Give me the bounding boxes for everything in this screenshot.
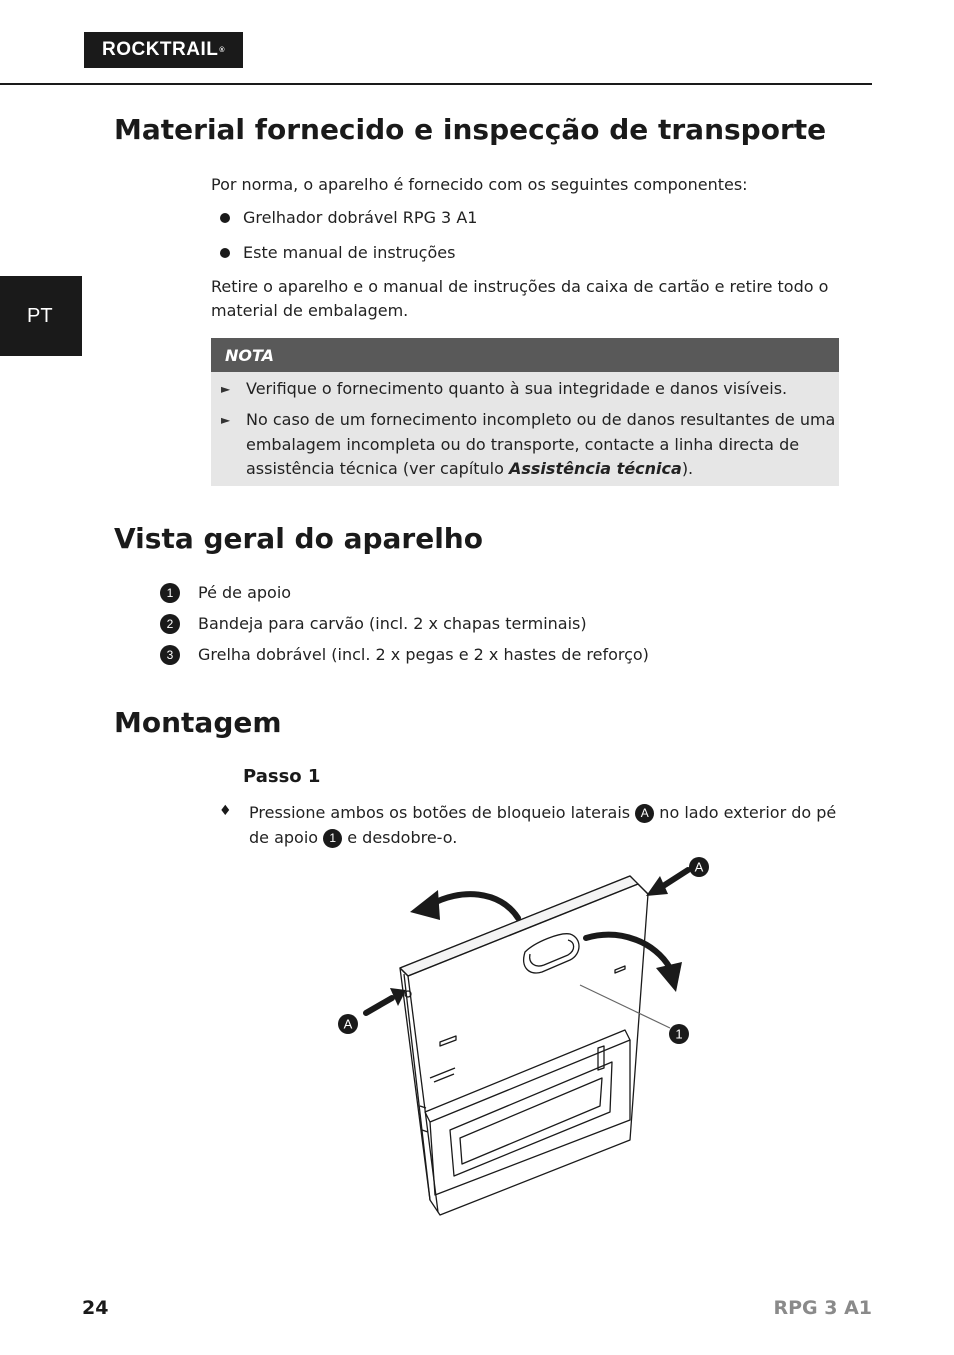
arrow-right-icon: ► xyxy=(221,382,231,396)
component-item: Este manual de instruções xyxy=(243,243,456,262)
model-name: RPG 3 A1 xyxy=(773,1297,872,1319)
note-heading xyxy=(211,338,839,372)
section1-paragraph-line1: Retire o aparelho e o manual de instruções da caixa de cartão e retire todo o xyxy=(211,277,829,296)
language-tab xyxy=(0,276,82,356)
note-item-2-line1: No caso de um fornecimento incompleto ou de danos resultantes de uma xyxy=(246,410,836,429)
diamond-bullet-icon: ♦ xyxy=(219,803,232,819)
step-text: de apoio xyxy=(249,828,324,847)
callout-label-1: 1 xyxy=(675,1026,683,1042)
bullet-icon xyxy=(220,213,230,223)
section1-paragraph-line2: material de embalagem. xyxy=(211,301,409,320)
component-item: Grelhador dobrável RPG 3 A1 xyxy=(243,208,478,227)
arrow-right-icon: ► xyxy=(221,413,231,427)
brand-name: ROCKTRAIL xyxy=(101,39,219,60)
section-title-assembly: Montagem xyxy=(114,706,282,739)
note-item-2-line2: embalagem incompleta ou do transporte, contacte a linha directa de xyxy=(246,435,800,454)
part-label: Bandeja para carvão (incl. 2 x chapas terminais) xyxy=(198,614,587,633)
callout-label-a: A xyxy=(343,1016,353,1032)
note-item-2-line3-text: assistência técnica (ver capítulo xyxy=(246,459,509,478)
chapter-reference: Assistência técnica xyxy=(509,459,682,478)
section-title-overview: Vista geral do aparelho xyxy=(114,522,483,555)
page-number: 24 xyxy=(82,1297,109,1319)
bullet-icon xyxy=(220,248,230,258)
callout-label-a: A xyxy=(694,859,704,875)
step-title: Passo 1 xyxy=(243,766,321,787)
ref-badge-a: A xyxy=(635,804,654,823)
note-item-2-line3-end: ). xyxy=(681,459,694,478)
part-label: Pé de apoio xyxy=(198,583,292,602)
part-label: Grelha dobrável (incl. 2 x pegas e 2 x hastes de reforço) xyxy=(198,645,649,664)
step-instruction-line2 xyxy=(249,826,457,850)
language-tab-label: PT xyxy=(27,304,53,327)
step-text: no lado exterior do pé xyxy=(654,803,837,822)
part-number-badge: 1 xyxy=(160,583,180,603)
section-title-material: Material fornecido e inspecção de transporte xyxy=(114,113,827,146)
step-text: Pressione ambos os botões de bloqueio laterais xyxy=(249,803,636,822)
brand-logo xyxy=(84,32,243,68)
part-number-badge: 2 xyxy=(160,614,180,634)
support-leg-illustration xyxy=(330,850,730,1225)
brand-registered-mark: ® xyxy=(219,46,226,54)
header-rule xyxy=(0,83,872,85)
note-item-1: Verifique o fornecimento quanto à sua integridade e danos visíveis. xyxy=(246,379,788,398)
step-instruction-line1 xyxy=(249,801,836,825)
note-heading-label: NOTA xyxy=(225,345,275,365)
ref-badge-1: 1 xyxy=(323,829,342,848)
note-item-2-line3 xyxy=(246,457,693,481)
section1-intro: Por norma, o aparelho é fornecido com os seguintes componentes: xyxy=(211,175,748,194)
part-number-badge: 3 xyxy=(160,645,180,665)
step-text: e desdobre-o. xyxy=(342,828,458,847)
